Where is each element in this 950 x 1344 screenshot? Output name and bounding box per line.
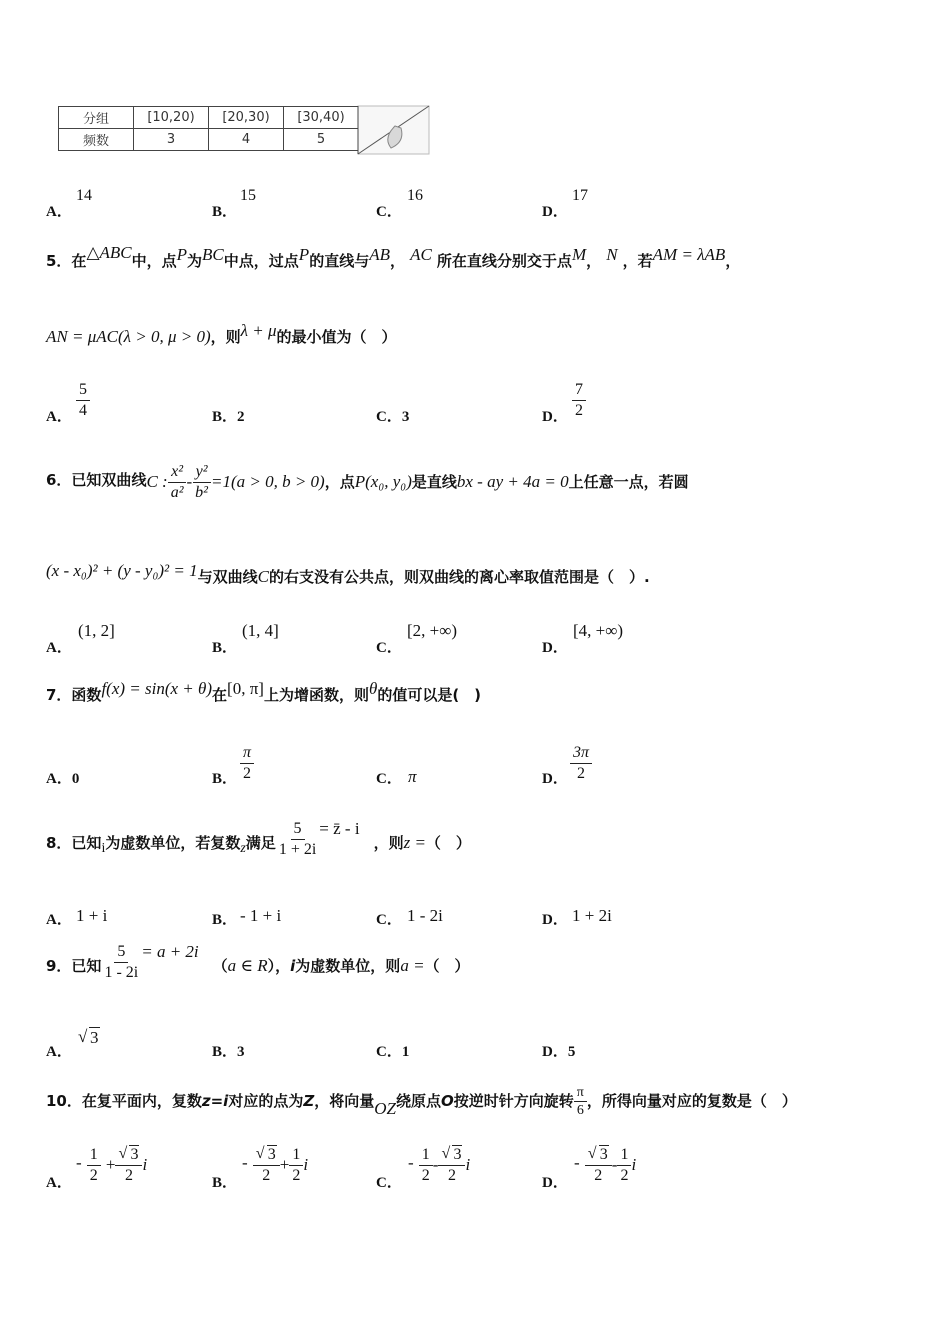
table-header-cell: [20,30) bbox=[209, 107, 284, 129]
q8-option-d-value: 1 + 2i bbox=[572, 906, 612, 925]
table-header-cell: 分组 bbox=[59, 107, 134, 129]
table-header-cell: [30,40) bbox=[284, 107, 359, 129]
q7-option-d-fraction: $\frac{3\pi}{2}$ bbox=[570, 743, 592, 784]
q8-option-c[interactable]: C． bbox=[376, 912, 402, 928]
sqrt-icon: √ 3 bbox=[256, 1145, 277, 1165]
q10-option-c[interactable]: C． bbox=[376, 1175, 402, 1191]
q10-option-a-value: - $\frac{1}{2}$ + √ $\frac{3}{2}$ i bbox=[76, 1145, 147, 1186]
q6-option-a-value: (1, 2] bbox=[78, 621, 115, 640]
q10-option-d-value: - √ $\frac{3}{2}$ - $\frac{1}{2}$ i bbox=[574, 1145, 636, 1186]
q7-option-b[interactable]: B． bbox=[212, 771, 238, 787]
q4-option-c-value: 16 bbox=[407, 187, 423, 204]
table-header-row bbox=[59, 107, 359, 129]
frequency-table bbox=[58, 106, 359, 151]
q5-option-d-fraction: $\frac{7}{2}$ bbox=[572, 380, 586, 421]
q8-option-c-value: 1 - 2i bbox=[407, 906, 443, 925]
q9-option-c[interactable]: C．1 bbox=[376, 1044, 410, 1060]
q6-option-d[interactable]: D． bbox=[542, 640, 568, 656]
q9-fraction: $\frac{5}{1 - 2i}$ bbox=[104, 943, 139, 981]
q4-option-d-value: 17 bbox=[572, 187, 588, 204]
q10-option-c-value: - $\frac{1}{2}$ - √ $\frac{3}{2}$ i bbox=[408, 1145, 470, 1186]
q6-frac-y: $\frac{\text{y²}}{\text{b²}}$ bbox=[192, 462, 211, 503]
question-6-line-1: 6．已知双曲线C : $\frac{\text{x²}}{\text{a²}}$ - $\frac{\text{y²}}{\text{b²}}$ =1(a > 0, b > 0)，点P(x₀, y₀)是直线bx - ay + 4a = 0上任意一点，若圆 bbox=[46, 463, 689, 501]
q9-option-b[interactable]: B．3 bbox=[212, 1044, 245, 1060]
question-5-line-2: AN = μAC(λ > 0, μ > 0)，则λ + μ的最小值为（ ） bbox=[46, 321, 397, 346]
question-7-line: 7．函数f(x) = sin(x + θ)在[0, π]上为增函数，则θ的值可以是( ) bbox=[46, 679, 482, 704]
q7-option-c-value: π bbox=[408, 767, 417, 786]
sqrt-icon: √ 3 bbox=[118, 1145, 139, 1165]
q6-option-c-value: [2, +∞) bbox=[407, 621, 458, 640]
q5-option-a-fraction: $\frac{5}{4}$ bbox=[76, 380, 90, 421]
q4-option-a[interactable]: A． bbox=[46, 204, 72, 220]
q5-option-c[interactable]: C．3 bbox=[376, 409, 410, 425]
q5-option-a[interactable]: A． bbox=[46, 409, 72, 425]
table-cell: 频数 bbox=[59, 129, 134, 151]
q7-option-c[interactable]: C． bbox=[376, 771, 402, 787]
q9-option-a[interactable]: A． bbox=[46, 1044, 72, 1060]
sqrt-icon: √ 3 bbox=[588, 1145, 609, 1165]
table-cell: 5 bbox=[284, 129, 359, 151]
q10-option-a[interactable]: A． bbox=[46, 1175, 72, 1191]
q6-frac-x: $\frac{\text{x²}}{\text{a²}}$ bbox=[168, 462, 187, 503]
question-10-line: 10．在复平面内，复数z=i对应的点为Z，将向量OZ绕原点O按逆时针方向旋转 $\frac{\pi}{6}$ ，所得向量对应的复数是（ ） bbox=[46, 1085, 797, 1118]
q8-option-d[interactable]: D． bbox=[542, 912, 568, 928]
q9-option-d[interactable]: D．5 bbox=[542, 1044, 576, 1060]
q10-option-b-value: - √ $\frac{3}{2}$ + $\frac{1}{2}$ i bbox=[242, 1145, 308, 1186]
q6-option-b-value: (1, 4] bbox=[242, 621, 279, 640]
q6-option-d-value: [4, +∞) bbox=[573, 621, 624, 640]
q4-option-c[interactable]: C． bbox=[376, 204, 402, 220]
q4-option-b-value: 15 bbox=[240, 187, 256, 204]
q6-option-a[interactable]: A． bbox=[46, 640, 72, 656]
q7-option-a[interactable]: A．0 bbox=[46, 771, 80, 787]
q10-rotation-fraction: $\frac{\pi}{6}$ bbox=[574, 1084, 587, 1119]
q8-option-a[interactable]: A． bbox=[46, 912, 72, 928]
q10-option-b[interactable]: B． bbox=[212, 1175, 238, 1191]
q7-option-b-fraction: $\frac{\pi}{2}$ bbox=[240, 743, 254, 784]
table-header-cell: [10,20) bbox=[134, 107, 209, 129]
q8-option-b[interactable]: B． bbox=[212, 912, 238, 928]
q8-fraction: $\frac{5}{1 + 2i}$ bbox=[278, 820, 317, 858]
q6-option-c[interactable]: C． bbox=[376, 640, 402, 656]
table-cell: 4 bbox=[209, 129, 284, 151]
q4-option-a-value: 14 bbox=[76, 187, 92, 204]
q10-option-d[interactable]: D． bbox=[542, 1175, 568, 1191]
q8-option-b-value: - 1 + i bbox=[240, 906, 282, 925]
sqrt-icon: √ 3 bbox=[441, 1145, 462, 1165]
q4-option-d[interactable]: D． bbox=[542, 204, 568, 220]
question-9-line: 9．已知 $\frac{5}{1 - 2i}$ = a + 2i（a ∈ R），i为虚数单位，则a =（ ） bbox=[46, 942, 470, 981]
q9-option-a-value bbox=[78, 1028, 100, 1048]
q4-option-b[interactable]: B． bbox=[212, 204, 238, 220]
question-6-line-2: (x - x₀)² + (y - y₀)² = 1与双曲线C的右支没有公共点，则双曲线的离心率取值范围是（ ）. bbox=[46, 561, 650, 586]
table-cell: 3 bbox=[134, 129, 209, 151]
question-10-options bbox=[46, 1145, 906, 1201]
q8-option-a-value: 1 + i bbox=[76, 906, 108, 925]
page-curl-icon bbox=[355, 104, 431, 156]
question-8-line: 8．已知i为虚数单位，若复数z满足 $\frac{5}{1 + 2i}$ = z̄ - i，则z =（ ） bbox=[46, 819, 471, 858]
q5-option-b[interactable]: B．2 bbox=[212, 409, 245, 425]
q5-option-d[interactable]: D． bbox=[542, 409, 568, 425]
q7-option-d[interactable]: D． bbox=[542, 771, 568, 787]
q6-option-b[interactable]: B． bbox=[212, 640, 238, 656]
sqrt-icon: √ 3 bbox=[78, 1028, 100, 1048]
question-5-line-1: 5．在△ABC中，点P为BC中点，过点P的直线与AB， AC 所在直线分别交于点M， N ，若AM = λAB， bbox=[46, 243, 741, 270]
table-row bbox=[59, 129, 359, 151]
